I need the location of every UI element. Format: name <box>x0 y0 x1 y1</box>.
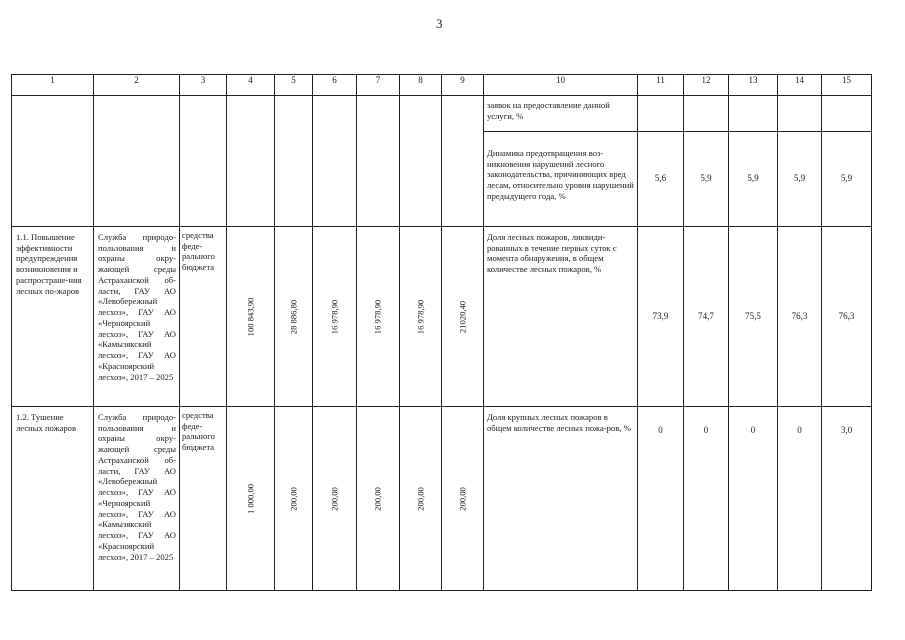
amount-year-5: 21020,40 <box>457 300 468 333</box>
amount-cell-7 <box>357 227 400 407</box>
amount-cell-8 <box>400 227 442 407</box>
indicator-value-15: 76,3 <box>822 227 872 407</box>
header-col-7: 7 <box>357 75 400 96</box>
measure-cell: 1.2. Тушение лесных пожаров <box>12 407 94 591</box>
amount-cell-9 <box>442 227 484 407</box>
indicator-value-11: 73,9 <box>638 227 684 407</box>
indicator-value-13: 0 <box>729 407 778 591</box>
header-col-1: 1 <box>12 75 94 96</box>
header-col-15: 15 <box>822 75 872 96</box>
header-col-2: 2 <box>94 75 180 96</box>
amount-year-2: 16 978,90 <box>329 299 340 334</box>
measure-cell: 1.1. Повышение эффективности предупреждения возникновения и распростране-ния лесных по-жаров <box>12 227 94 407</box>
page-number: 3 <box>436 16 443 31</box>
source-cell: средства феде-рального бюджета <box>180 227 227 407</box>
amount-year-4: 200,00 <box>415 486 426 511</box>
header-col-8: 8 <box>400 75 442 96</box>
indicator-value-15: 3,0 <box>822 407 872 591</box>
amount-cell-6 <box>313 227 357 407</box>
indicator-cell: Доля крупных лесных пожаров в общем количестве лесных пожа-ров, % <box>484 407 638 591</box>
header-col-4: 4 <box>227 75 275 96</box>
indicator-continuation: заявок на предоставление данной услуги, % <box>484 96 638 132</box>
amount-cell-4 <box>227 227 275 407</box>
amount-cell-7 <box>357 407 400 591</box>
amount-total: 1 000,00 <box>245 483 256 514</box>
indicator-value-12: 74,7 <box>684 227 729 407</box>
header-row <box>12 75 872 96</box>
executor-cell: Служба природо-пользования и охраны окру-жающей среды Астраханской об-ласти, ГАУ АО «Левобережный лесхоз», ГАУ АО «Черноярский лесхоз», ГАУ АО «Камызякский лесхоз», ГАУ АО «Красноярский лесхоз», 2017 – 2025 <box>94 407 180 591</box>
header-col-13: 13 <box>729 75 778 96</box>
header-col-3: 3 <box>180 75 227 96</box>
amount-cell-8 <box>400 407 442 591</box>
header-col-6: 6 <box>313 75 357 96</box>
amount-year-4: 16 978,90 <box>415 299 426 334</box>
amount-year-3: 16 978,90 <box>372 299 383 334</box>
amount-year-2: 200,00 <box>329 486 340 511</box>
amount-cell-4 <box>227 407 275 591</box>
dynamics-value-15: 5,9 <box>822 132 872 227</box>
executor-cell: Служба природо-пользования и охраны окру-жающей среды Астраханской об-ласти, ГАУ АО «Левобережный лесхоз», ГАУ АО «Черноярский лесхоз», ГАУ АО «Камызякский лесхоз», ГАУ АО «Красноярский лесхоз», 2017 – 2025 <box>94 227 180 407</box>
dynamics-value-11: 5,6 <box>638 132 684 227</box>
amount-cell-6 <box>313 407 357 591</box>
amount-year-3: 200,00 <box>372 486 383 511</box>
header-col-14: 14 <box>778 75 822 96</box>
dynamics-value-13: 5,9 <box>729 132 778 227</box>
indicator-value-14: 76,3 <box>778 227 822 407</box>
amount-cell-9 <box>442 407 484 591</box>
dynamics-value-14: 5,9 <box>778 132 822 227</box>
amount-year-1: 28 886,80 <box>288 299 299 334</box>
indicator-dynamics: Динамика предотвращения воз-никновения нарушений лесного законодательства, причиняющих вред лесам, относительно уровня нарушений предыдущего года, % <box>484 132 638 227</box>
header-col-12: 12 <box>684 75 729 96</box>
indicator-value-14: 0 <box>778 407 822 591</box>
header-col-10: 10 <box>484 75 638 96</box>
amount-year-1: 200,00 <box>288 486 299 511</box>
header-col-9: 9 <box>442 75 484 96</box>
table-row <box>12 227 872 407</box>
source-cell: средства феде-рального бюджета <box>180 407 227 591</box>
table-row <box>12 407 872 591</box>
indicator-value-13: 75,5 <box>729 227 778 407</box>
amount-year-5: 200,00 <box>457 486 468 511</box>
program-table <box>11 74 872 591</box>
amount-cell-5 <box>275 407 313 591</box>
indicator-value-12: 0 <box>684 407 729 591</box>
dynamics-value-12: 5,9 <box>684 132 729 227</box>
amount-total: 100 843,90 <box>245 297 256 336</box>
indicator-value-11: 0 <box>638 407 684 591</box>
amount-cell-5 <box>275 227 313 407</box>
header-col-11: 11 <box>638 75 684 96</box>
header-col-5: 5 <box>275 75 313 96</box>
indicator-cell: Доля лесных пожаров, ликвиди-рованных в течение первых суток с момента обнаружения, в общем количестве лесных пожаров, % <box>484 227 638 407</box>
continuation-row-a <box>12 96 872 132</box>
